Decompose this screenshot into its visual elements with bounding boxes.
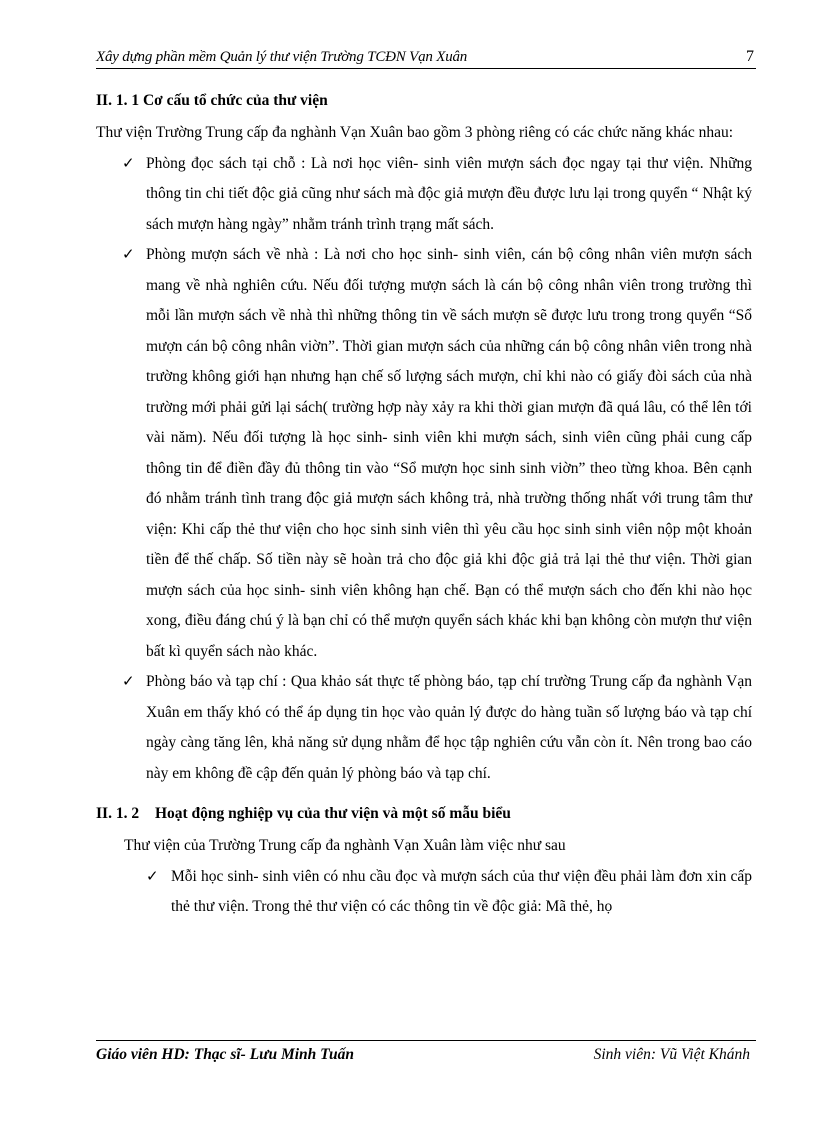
- section-intro: Thư viện của Trường Trung cấp đa nghành Vạn Xuân làm việc như sau: [124, 837, 566, 854]
- page-footer: [96, 1040, 756, 1071]
- check-icon: ✓: [122, 155, 135, 172]
- section-number: II. 1. 1: [96, 92, 140, 109]
- check-icon: ✓: [122, 247, 135, 263]
- list-item-text: Phòng mượn sách về nhà : Là nơi cho học sinh- sinh viên, cán bộ công nhân viên mượn sách mang về nhà nghiên cứu. Nếu đối tượng mượn sách là cán bộ công nhân viên trong trường thì mỗi lần mượn sách về nhà thì những thông tin về sách mượn sẽ được lưu trong trong quyển “Sổ mượn cán bộ công nhân viờn”. Thời gian mượn sách của những cán bộ công nhân viên trong nhà trường không giới hạn nhưng hạn chế số lượng sách mượn, chỉ khi nào có giấy đòi sách của nhà trường mới phải gửi lại sách( trường hợp này xảy ra khi thời gian mượn đã quá lâu, có thể lên tới vài năm). Nếu đối tượng là học sinh- sinh viên khi mượn sách, sinh viên cũng phải cung cấp thông tin để điền đầy đủ thông tin vào “Sổ mượn học sinh sinh viờn” theo từng khoa. Bên cạnh đó nhằm tránh tình trang độc giả mượn sách không trả, nhà trường thống nhất với trung tâm thư viện: Khi cấp thẻ thư viện cho học sinh sinh viên thì yêu cầu học sinh sinh viên nộp một khoản tiền để thế chấp. Số tiền này sẽ hoàn trả cho độc giả khi độc giả trả lại thẻ thư viện. Thời gian mượn sách của học sinh- sinh viên không hạn chế. Bạn có thể mượn sách cho đến khi nào học xong, điều đáng chú ý là bạn chỉ có thể mượn quyển sách khác khi bạn không còn mượn thư viện bất kì quyển sách nào khác.: [146, 246, 752, 660]
- page-number: 7: [746, 48, 754, 65]
- list-item: [96, 149, 752, 241]
- list-item-text: Phòng báo và tạp chí : Qua khảo sát thực tế phòng báo, tạp chí trường Trung cấp đa nghành Vạn Xuân em thấy khó có thể áp dụng tin học vào quản lý được do hàng tuần số lượng báo và tạp chí ngày càng tăng lên, khả năng sử dụng nhằm để học tập nghiên cứu vẫn còn ít. Nên trong bao cáo này em không đề cập đến quản lý phòng báo và tạp chí.: [146, 673, 752, 782]
- list-item-text: Phòng đọc sách tại chỗ : Là nơi học viên- sinh viên mượn sách đọc ngay tại thư viện. Những thông tin chi tiết độc giả cũng như sách mà độc giả mượn đều được lưu lại trong quyển “ Nhật ký sách mượn hàng ngày” nhằm tránh trình trạng mất sách.: [146, 154, 752, 233]
- section-number: II. 1. 2: [96, 805, 140, 822]
- section-heading: [96, 87, 752, 115]
- list-item: [96, 667, 752, 789]
- check-list: [96, 149, 752, 790]
- check-list: [96, 862, 752, 923]
- section-title: Hoạt động nghiệp vụ của thư viện và một số mẫu biểu: [154, 805, 511, 822]
- header-title: Xây dựng phần mềm Quản lý thư viện Trường TCĐN Vạn Xuân: [96, 49, 468, 65]
- section-intro: Thư viện Trường Trung cấp đa nghành Vạn Xuân bao gồm 3 phòng riêng có các chức năng khác nhau:: [96, 124, 734, 141]
- page-header: [96, 46, 756, 69]
- section-heading: [96, 800, 752, 828]
- check-icon: ✓: [146, 868, 159, 885]
- list-item: [96, 240, 752, 667]
- page-content: [96, 87, 752, 923]
- list-item: [96, 862, 752, 923]
- check-icon: ✓: [122, 674, 135, 690]
- footer-advisor: Giáo viên HD: Thạc sĩ- Lưu Minh Tuấn: [96, 1046, 355, 1063]
- footer-student: Sinh viên: Vũ Việt Khánh: [593, 1046, 750, 1063]
- section-title: Cơ cấu tổ chức của thư viện: [142, 92, 328, 109]
- list-item-text: Mỗi học sinh- sinh viên có nhu cầu đọc và mượn sách của thư viện đều phải làm đơn xin cấp thẻ thư viện. Trong thẻ thư viện có các thông tin về độc giả: Mã thẻ, họ: [171, 867, 752, 915]
